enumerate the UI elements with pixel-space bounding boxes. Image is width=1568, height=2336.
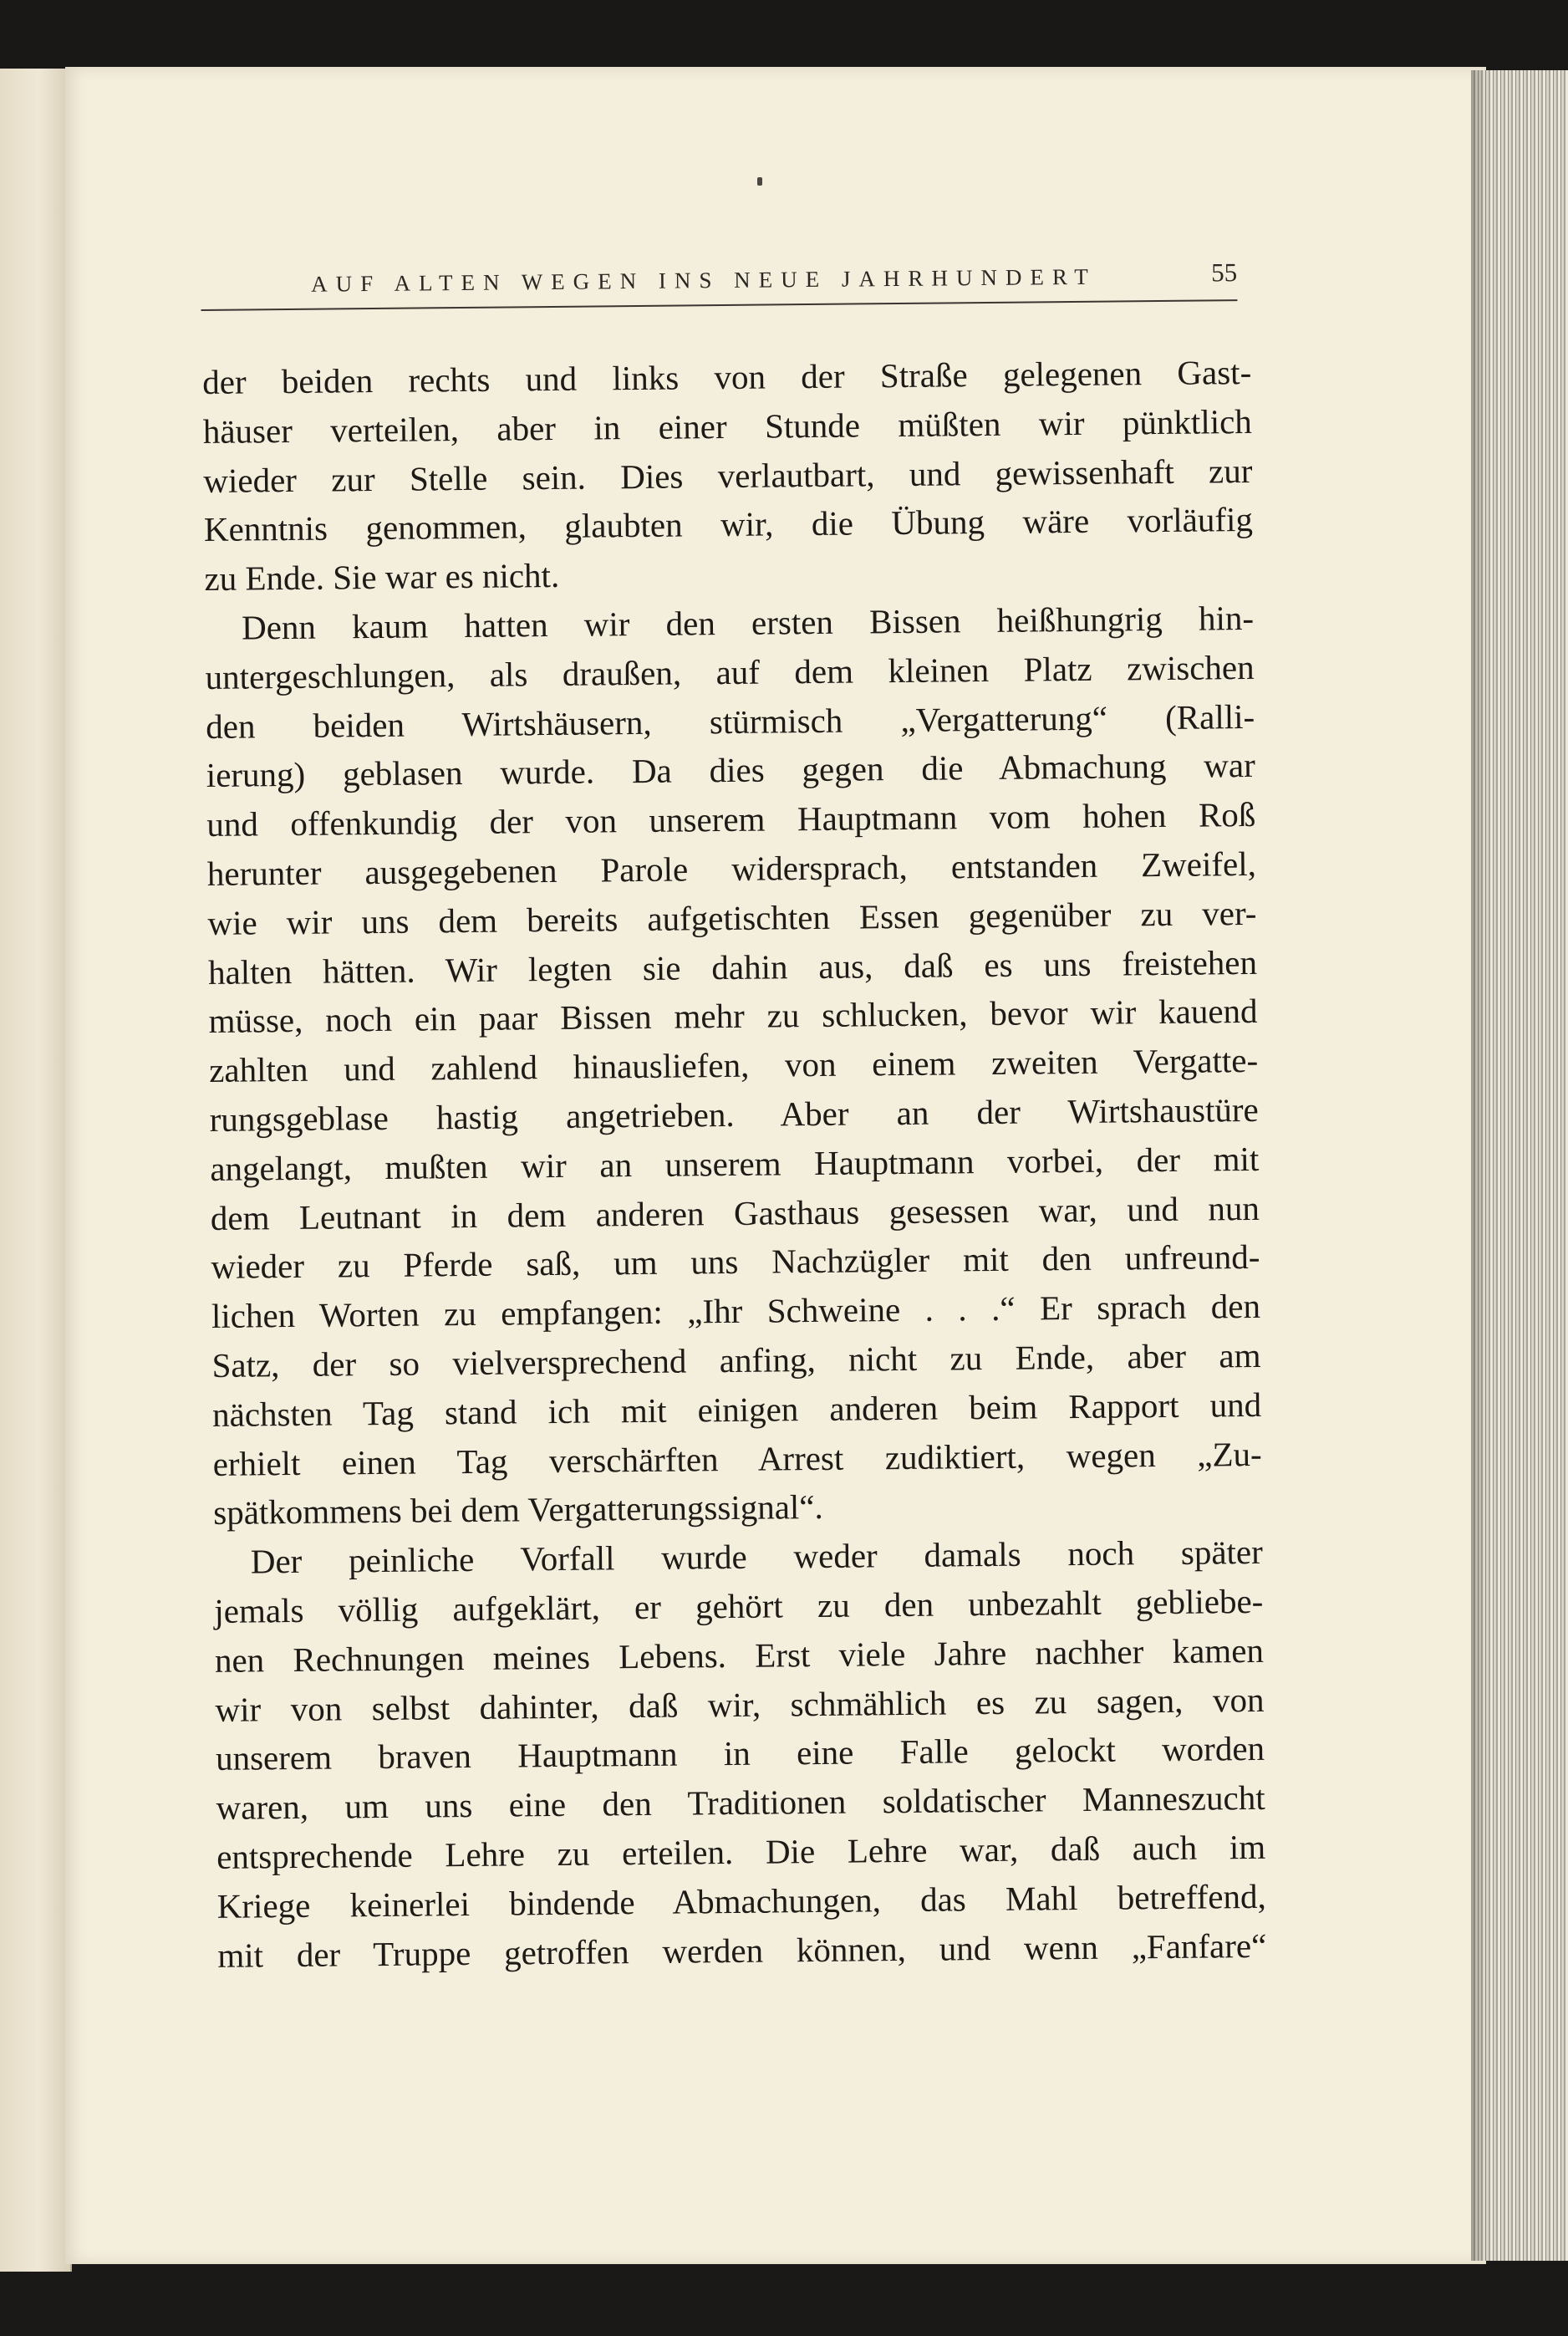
text-line: müsse, noch ein paar Bissen mehr zu schlucken, bevor wir kauend	[208, 992, 1258, 1041]
text-line: spätkommens bei dem Vergatterungssignal“.	[213, 1487, 823, 1533]
scan-backdrop-bottom	[0, 2262, 1568, 2336]
text-line: unserem braven Hauptmann in eine Falle gelockt worden	[215, 1729, 1265, 1778]
text-line: rungsgeblase hastig angetrieben. Aber an der Wirtshaustüre	[209, 1089, 1259, 1139]
text-line: jemals völlig aufgeklärt, er gehört zu den unbezahlt gebliebe-	[214, 1581, 1264, 1630]
ink-speck	[757, 177, 762, 186]
text-line: und offenkundig der von unserem Hauptmann vom hohen Roß	[206, 795, 1256, 844]
text-line: Kriege keinerlei bindende Abmachungen, das Mahl betreffend,	[216, 1876, 1266, 1925]
text-line: häuser verteilen, aber in einer Stunde müßten wir pünktlich	[202, 401, 1253, 451]
text-line: dem Leutnant in dem anderen Gasthaus gesessen war, und nun	[210, 1188, 1260, 1237]
text-line: lichen Worten zu empfangen: „Ihr Schweine . . .“ Er sprach den	[211, 1287, 1261, 1336]
text-line: wie wir uns dem bereits aufgetischten Essen gegenüber zu ver-	[207, 893, 1257, 942]
body-text	[202, 348, 1267, 1980]
text-line: zu Ende. Sie war es nicht.	[204, 556, 560, 599]
text-line: Satz, der so vielversprechend anfing, nicht zu Ende, aber am	[211, 1335, 1261, 1385]
text-line: erhielt einen Tag verschärften Arrest zudiktiert, wegen „Zu-	[212, 1434, 1262, 1483]
page-number: 55	[1210, 258, 1238, 288]
text-line: Denn kaum hatten wir den ersten Bissen heißhungrig hin-	[241, 598, 1255, 647]
running-head: AUF ALTEN WEGEN INS NEUE JAHRHUNDERT	[311, 263, 1097, 297]
text-line: nen Rechnungen meines Lebens. Erst viele Jahre nachher kamen	[214, 1630, 1265, 1680]
page-header	[201, 256, 1237, 314]
scan-backdrop-top	[0, 0, 1568, 75]
text-line: Kenntnis genommen, glaubten wir, die Übung wäre vorläufig	[203, 500, 1254, 549]
text-line: Der peinliche Vorfall wurde weder damals noch später	[250, 1533, 1263, 1581]
text-line: entsprechende Lehre zu erteilen. Die Lehre war, daß auch im	[216, 1827, 1266, 1876]
text-line: angelangt, mußten wir an unserem Hauptmann vorbei, der mit	[210, 1139, 1260, 1188]
facing-page-edge	[0, 69, 72, 2272]
text-line: wieder zu Pferde saß, um uns Nachzügler mit den unfreund-	[211, 1237, 1260, 1287]
text-line: den beiden Wirtshäusern, stürmisch „Vergatterung“ (Ralli-	[206, 696, 1255, 746]
text-line: zahlten und zahlend hinausliefen, von einem zweiten Vergatte-	[208, 1041, 1259, 1090]
text-line: halten hätten. Wir legten sie dahin aus, daß es uns freistehen	[207, 942, 1258, 992]
text-line: der beiden rechts und links von der Straße gelegenen Gast-	[202, 352, 1252, 401]
text-line: waren, um uns eine den Traditionen soldatischer Manneszucht	[216, 1778, 1265, 1828]
text-line: herunter ausgegebenen Parole widersprach, entstanden Zweifel,	[206, 844, 1257, 893]
text-line: nächsten Tag stand ich mit einigen anderen beim Rapport und	[211, 1385, 1262, 1434]
text-line: ierung) geblasen wurde. Da dies gegen die Abmachung war	[206, 746, 1255, 795]
text-line: wir von selbst dahinter, daß wir, schmählich es zu sagen, von	[215, 1680, 1265, 1729]
text-line: untergeschlungen, als draußen, auf dem kleinen Platz zwischen	[205, 647, 1255, 696]
text-line: mit der Truppe getroffen werden können, und wenn „Fanfare“	[217, 1925, 1267, 1975]
page-stack-shadow	[1471, 70, 1488, 2261]
text-line: wieder zur Stelle sein. Dies verlautbart, und gewissenhaft zur	[203, 451, 1253, 500]
